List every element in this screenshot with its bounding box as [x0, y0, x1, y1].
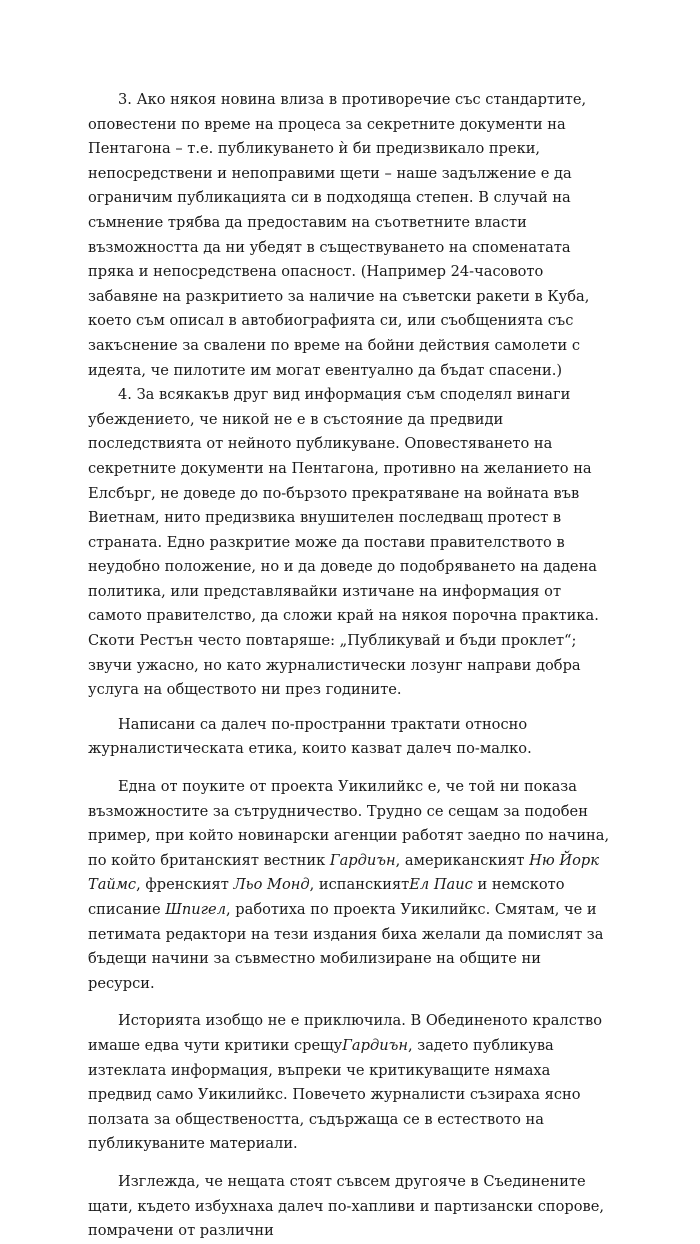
publication-name-spiegel: Шпигел [165, 901, 226, 918]
paragraph-point-4: 4. За всякакъв друг вид информация съм споделял винаги убеждението, че никой не е в състояние да предвиди последствията от нейното публикуване. Оповестяването на секретните документи на Пентагона, противно на желанието на Елсбърг, не доведе до по-бързото прекратяване на войната във Виетнам, нито предизвика внушителен последващ протест в страната. Едно разкритие може да постави правителството в неудобно положение, но и да доведе до подобряването на дадена политика, или представлявайки изтичане на информация от самото правителство, да сложи край на някоя порочна практика. Скоти Рестън често повтаряше: „Публикувай и бъди проклет“; звучи ужасно, но като журналистически лозунг направи добра услуга на обществото ни през годините. [88, 386, 599, 699]
paragraph-wikileaks-lessons [88, 775, 612, 996]
text-span: Една от поуките от проекта Уикилийкс е, че той ни показа възможностите за сътрудничество. Трудно се сещам за подобен пример, при който новинарски агенции работят заедно по начина, по който британският вестник [88, 778, 610, 869]
publication-name-guardian: Гардиън [342, 1036, 408, 1054]
publication-name-el-pais: Ел Паис [409, 876, 473, 894]
text-span: Историята изобщо не е приключила. В Обединеното кралство имаше едва чути критики срещу [88, 1012, 603, 1054]
text-span: , работиха по проекта Уикилийкс. Смятам, че и петимата редактори на тези издания биха желали да помислят за бъдещи начини за съвместно мобилизиране на общите ни ресурси. [88, 901, 604, 992]
text-span: , задето публикува изтеклата информация, въпреки че критикуващите нямаха предвид само Уикилийкс. Повечето журналисти съзираха ясно ползата за обществеността, съдържаща се в естеството на публикуваните материали. [88, 1036, 581, 1153]
text-span: и немското списание [88, 876, 565, 918]
text-span: , американският [395, 851, 530, 869]
paragraph-us-debate: Изглежда, че нещата стоят съвсем другояче в Съединените щати, където избухнаха далеч по-хапливи и партизански спорове, помрачени от различни [88, 1172, 605, 1240]
publication-name-nyt: Ню Йорк Таймс [88, 851, 599, 894]
text-span: , френският [136, 876, 234, 894]
paragraph-ethics-treatises: Написани са далеч по-пространни трактати относно журналистическата етика, които казват далеч по-малко. [88, 715, 532, 758]
paragraph-point-3: 3. Ако някоя новина влиза в противоречие със стандартите, оповестени по време на процеса за секретните документи на Пентагона – т.е. публикуването ѝ би предизвикало преки, непосредствени и непоправими щети – наше задължение е да ограничим публикацията си в подходяща степен. В случай на съмнение трябва да предоставим на съответните власти възможността да ни убедят в съществуването на споменатата пряка и непосредствена опасност. (Например 24-часовото забавяне на разкритието за наличие на съветски ракети в Куба, което съм описал в автобиографията си, или съобщенията със закъснение за свалени по време на бойни действия самолети с идеята, че пилотите им могат евентуално да бъдат спасени.) [88, 91, 590, 379]
publication-name-le-monde: Льо Монд [233, 876, 310, 894]
publication-name-guardian: Гардиън [329, 851, 396, 869]
text-span: , испанският [309, 876, 410, 894]
paragraph-uk-reaction [88, 1009, 612, 1157]
